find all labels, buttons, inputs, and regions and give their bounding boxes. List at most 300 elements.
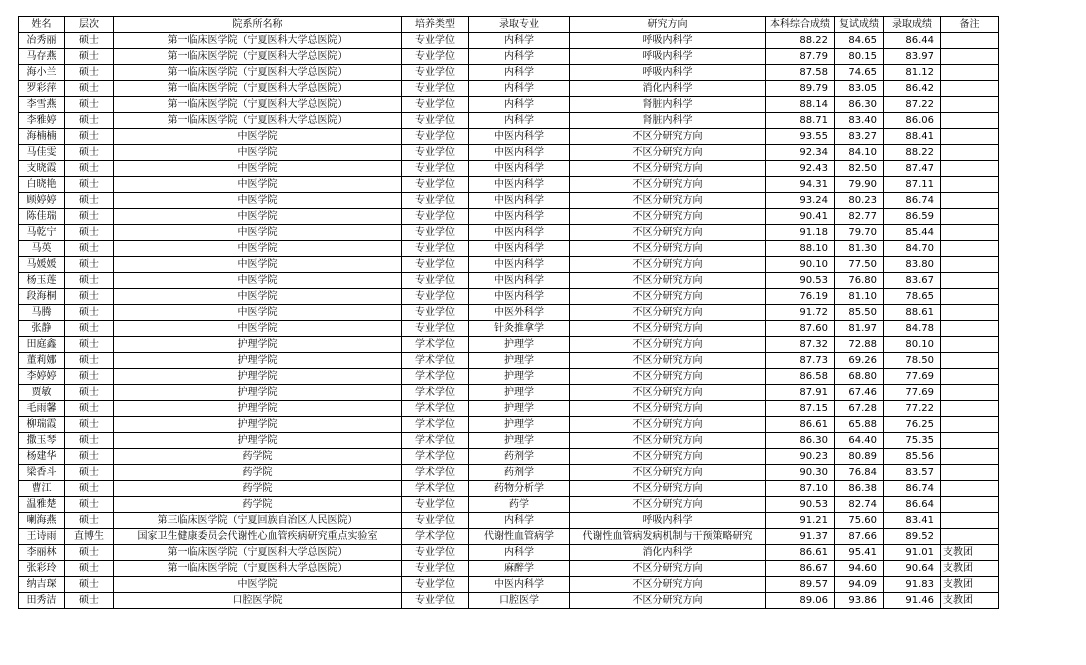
table-row	[19, 49, 999, 65]
cell-remarks	[941, 193, 999, 209]
cell-research-direction: 不区分研究方向	[570, 193, 766, 209]
cell-admission-score: 86.42	[884, 81, 941, 97]
column-header-research-direction: 研究方向	[570, 17, 766, 33]
cell-training-type: 学术学位	[402, 529, 469, 545]
cell-remarks	[941, 81, 999, 97]
cell-admission-score: 90.64	[884, 561, 941, 577]
cell-training-type: 专业学位	[402, 593, 469, 609]
cell-training-type: 学术学位	[402, 433, 469, 449]
cell-name: 毛雨馨	[19, 401, 65, 417]
cell-admission-score: 86.74	[884, 481, 941, 497]
cell-major: 护理学	[469, 433, 570, 449]
cell-name: 顾婷婷	[19, 193, 65, 209]
cell-research-direction: 不区分研究方向	[570, 577, 766, 593]
cell-retest-score: 67.46	[835, 385, 884, 401]
cell-research-direction: 不区分研究方向	[570, 337, 766, 353]
cell-department: 药学院	[114, 481, 402, 497]
cell-department: 中医学院	[114, 305, 402, 321]
cell-name: 董莉娜	[19, 353, 65, 369]
table-row	[19, 81, 999, 97]
cell-retest-score: 72.88	[835, 337, 884, 353]
cell-department: 中医学院	[114, 273, 402, 289]
cell-training-type: 专业学位	[402, 49, 469, 65]
cell-research-direction: 不区分研究方向	[570, 497, 766, 513]
cell-level: 硕士	[65, 49, 114, 65]
cell-training-type: 专业学位	[402, 321, 469, 337]
column-header-level: 层次	[65, 17, 114, 33]
table-row	[19, 545, 999, 561]
cell-training-type: 学术学位	[402, 417, 469, 433]
cell-remarks	[941, 145, 999, 161]
cell-undergrad-score: 87.10	[766, 481, 835, 497]
cell-department: 第一临床医学院（宁夏医科大学总医院）	[114, 81, 402, 97]
cell-remarks	[941, 497, 999, 513]
cell-training-type: 专业学位	[402, 161, 469, 177]
cell-retest-score: 75.60	[835, 513, 884, 529]
cell-research-direction: 不区分研究方向	[570, 305, 766, 321]
cell-admission-score: 86.64	[884, 497, 941, 513]
column-header-admission-score: 录取成绩	[884, 17, 941, 33]
cell-undergrad-score: 87.79	[766, 49, 835, 65]
cell-department: 药学院	[114, 497, 402, 513]
cell-major: 护理学	[469, 401, 570, 417]
column-header-remarks: 备注	[941, 17, 999, 33]
cell-research-direction: 不区分研究方向	[570, 465, 766, 481]
header-row	[19, 17, 999, 33]
cell-training-type: 专业学位	[402, 97, 469, 113]
cell-training-type: 专业学位	[402, 81, 469, 97]
cell-training-type: 专业学位	[402, 193, 469, 209]
cell-admission-score: 78.65	[884, 289, 941, 305]
cell-retest-score: 79.90	[835, 177, 884, 193]
table-row	[19, 401, 999, 417]
cell-training-type: 学术学位	[402, 353, 469, 369]
cell-name: 罗彩萍	[19, 81, 65, 97]
cell-remarks	[941, 481, 999, 497]
cell-retest-score: 87.66	[835, 529, 884, 545]
cell-department: 中医学院	[114, 321, 402, 337]
cell-remarks	[941, 225, 999, 241]
cell-department: 中医学院	[114, 129, 402, 145]
cell-undergrad-score: 76.19	[766, 289, 835, 305]
cell-department: 中医学院	[114, 257, 402, 273]
cell-name: 海小兰	[19, 65, 65, 81]
cell-major: 中医内科学	[469, 273, 570, 289]
cell-level: 硕士	[65, 81, 114, 97]
cell-remarks	[941, 49, 999, 65]
cell-training-type: 专业学位	[402, 225, 469, 241]
cell-retest-score: 80.23	[835, 193, 884, 209]
table-row	[19, 577, 999, 593]
cell-admission-score: 89.52	[884, 529, 941, 545]
cell-undergrad-score: 86.61	[766, 545, 835, 561]
table-row	[19, 465, 999, 481]
cell-level: 硕士	[65, 257, 114, 273]
cell-retest-score: 74.65	[835, 65, 884, 81]
cell-major: 护理学	[469, 385, 570, 401]
cell-name: 田庭鑫	[19, 337, 65, 353]
cell-retest-score: 81.97	[835, 321, 884, 337]
cell-major: 中医内科学	[469, 193, 570, 209]
table-row	[19, 145, 999, 161]
cell-department: 中医学院	[114, 145, 402, 161]
cell-undergrad-score: 94.31	[766, 177, 835, 193]
cell-training-type: 专业学位	[402, 305, 469, 321]
cell-research-direction: 不区分研究方向	[570, 129, 766, 145]
cell-name: 杨玉莲	[19, 273, 65, 289]
cell-remarks	[941, 369, 999, 385]
cell-level: 硕士	[65, 273, 114, 289]
cell-name: 马媛媛	[19, 257, 65, 273]
cell-training-type: 学术学位	[402, 337, 469, 353]
cell-training-type: 学术学位	[402, 385, 469, 401]
cell-research-direction: 消化内科学	[570, 545, 766, 561]
table-row	[19, 241, 999, 257]
cell-undergrad-score: 86.30	[766, 433, 835, 449]
cell-undergrad-score: 91.72	[766, 305, 835, 321]
cell-admission-score: 83.67	[884, 273, 941, 289]
cell-undergrad-score: 90.53	[766, 497, 835, 513]
cell-research-direction: 不区分研究方向	[570, 289, 766, 305]
cell-training-type: 学术学位	[402, 449, 469, 465]
cell-remarks: 支教团	[941, 593, 999, 609]
cell-level: 硕士	[65, 481, 114, 497]
cell-level: 硕士	[65, 289, 114, 305]
table-row	[19, 385, 999, 401]
cell-major: 中医内科学	[469, 177, 570, 193]
cell-name: 柳瑞霞	[19, 417, 65, 433]
cell-level: 硕士	[65, 321, 114, 337]
cell-major: 麻醉学	[469, 561, 570, 577]
cell-admission-score: 81.12	[884, 65, 941, 81]
cell-level: 硕士	[65, 161, 114, 177]
cell-research-direction: 不区分研究方向	[570, 353, 766, 369]
table-row	[19, 337, 999, 353]
cell-undergrad-score: 89.06	[766, 593, 835, 609]
cell-major: 药剂学	[469, 449, 570, 465]
cell-remarks	[941, 433, 999, 449]
table-row	[19, 273, 999, 289]
cell-undergrad-score: 87.15	[766, 401, 835, 417]
cell-remarks	[941, 97, 999, 113]
cell-research-direction: 不区分研究方向	[570, 593, 766, 609]
cell-training-type: 专业学位	[402, 33, 469, 49]
cell-level: 硕士	[65, 241, 114, 257]
cell-remarks	[941, 177, 999, 193]
cell-undergrad-score: 91.21	[766, 513, 835, 529]
cell-major: 中医外科学	[469, 305, 570, 321]
table-row	[19, 289, 999, 305]
cell-remarks	[941, 209, 999, 225]
cell-undergrad-score: 87.91	[766, 385, 835, 401]
cell-research-direction: 不区分研究方向	[570, 561, 766, 577]
cell-retest-score: 67.28	[835, 401, 884, 417]
table-row	[19, 481, 999, 497]
cell-admission-score: 87.47	[884, 161, 941, 177]
cell-remarks	[941, 465, 999, 481]
cell-level: 硕士	[65, 225, 114, 241]
cell-department: 第一临床医学院（宁夏医科大学总医院）	[114, 33, 402, 49]
cell-admission-score: 83.97	[884, 49, 941, 65]
cell-department: 口腔医学院	[114, 593, 402, 609]
cell-level: 硕士	[65, 385, 114, 401]
cell-remarks	[941, 417, 999, 433]
cell-remarks	[941, 385, 999, 401]
cell-level: 硕士	[65, 449, 114, 465]
column-header-undergrad-score: 本科综合成绩	[766, 17, 835, 33]
cell-level: 硕士	[65, 353, 114, 369]
cell-remarks	[941, 337, 999, 353]
cell-remarks	[941, 113, 999, 129]
cell-name: 曹江	[19, 481, 65, 497]
cell-retest-score: 83.27	[835, 129, 884, 145]
cell-remarks: 支教团	[941, 545, 999, 561]
cell-name: 马腾	[19, 305, 65, 321]
cell-research-direction: 不区分研究方向	[570, 401, 766, 417]
cell-name: 温雅楚	[19, 497, 65, 513]
cell-retest-score: 65.88	[835, 417, 884, 433]
table-row	[19, 129, 999, 145]
cell-undergrad-score: 88.22	[766, 33, 835, 49]
cell-admission-score: 77.69	[884, 369, 941, 385]
cell-major: 药物分析学	[469, 481, 570, 497]
cell-name: 喇海燕	[19, 513, 65, 529]
cell-admission-score: 77.22	[884, 401, 941, 417]
table-row	[19, 529, 999, 545]
cell-name: 李雪燕	[19, 97, 65, 113]
cell-retest-score: 95.41	[835, 545, 884, 561]
cell-undergrad-score: 91.37	[766, 529, 835, 545]
cell-major: 中医内科学	[469, 129, 570, 145]
cell-department: 中医学院	[114, 577, 402, 593]
cell-department: 护理学院	[114, 401, 402, 417]
cell-admission-score: 83.80	[884, 257, 941, 273]
cell-retest-score: 81.10	[835, 289, 884, 305]
cell-retest-score: 69.26	[835, 353, 884, 369]
cell-level: 硕士	[65, 305, 114, 321]
cell-name: 马佳雯	[19, 145, 65, 161]
cell-undergrad-score: 93.55	[766, 129, 835, 145]
cell-level: 硕士	[65, 65, 114, 81]
cell-research-direction: 肾脏内科学	[570, 113, 766, 129]
cell-name: 马乾宁	[19, 225, 65, 241]
cell-department: 第三临床医学院（宁夏回族自治区人民医院）	[114, 513, 402, 529]
cell-department: 药学院	[114, 449, 402, 465]
cell-level: 直博生	[65, 529, 114, 545]
cell-level: 硕士	[65, 209, 114, 225]
cell-admission-score: 80.10	[884, 337, 941, 353]
cell-major: 内科学	[469, 49, 570, 65]
cell-retest-score: 85.50	[835, 305, 884, 321]
cell-department: 中医学院	[114, 209, 402, 225]
cell-undergrad-score: 90.30	[766, 465, 835, 481]
cell-retest-score: 86.38	[835, 481, 884, 497]
cell-department: 中医学院	[114, 289, 402, 305]
cell-training-type: 专业学位	[402, 257, 469, 273]
cell-retest-score: 76.80	[835, 273, 884, 289]
cell-level: 硕士	[65, 417, 114, 433]
cell-department: 中医学院	[114, 193, 402, 209]
cell-level: 硕士	[65, 561, 114, 577]
cell-retest-score: 79.70	[835, 225, 884, 241]
cell-research-direction: 不区分研究方向	[570, 257, 766, 273]
cell-name: 王诗雨	[19, 529, 65, 545]
cell-level: 硕士	[65, 401, 114, 417]
cell-training-type: 专业学位	[402, 177, 469, 193]
cell-training-type: 学术学位	[402, 369, 469, 385]
cell-training-type: 学术学位	[402, 481, 469, 497]
cell-research-direction: 不区分研究方向	[570, 369, 766, 385]
table-row	[19, 369, 999, 385]
cell-retest-score: 76.84	[835, 465, 884, 481]
table-row	[19, 65, 999, 81]
cell-undergrad-score: 88.10	[766, 241, 835, 257]
cell-level: 硕士	[65, 193, 114, 209]
cell-major: 内科学	[469, 65, 570, 81]
cell-level: 硕士	[65, 545, 114, 561]
cell-admission-score: 78.50	[884, 353, 941, 369]
column-header-name: 姓名	[19, 17, 65, 33]
cell-admission-score: 86.06	[884, 113, 941, 129]
cell-department: 护理学院	[114, 433, 402, 449]
cell-research-direction: 代谢性血管病发病机制与干预策略研究	[570, 529, 766, 545]
cell-name: 梁香斗	[19, 465, 65, 481]
table-row	[19, 193, 999, 209]
cell-remarks	[941, 257, 999, 273]
cell-name: 杨建华	[19, 449, 65, 465]
cell-research-direction: 肾脏内科学	[570, 97, 766, 113]
cell-level: 硕士	[65, 497, 114, 513]
cell-major: 中医内科学	[469, 241, 570, 257]
cell-research-direction: 不区分研究方向	[570, 177, 766, 193]
cell-remarks	[941, 529, 999, 545]
cell-remarks: 支教团	[941, 561, 999, 577]
cell-major: 中医内科学	[469, 225, 570, 241]
cell-remarks	[941, 129, 999, 145]
cell-department: 中医学院	[114, 177, 402, 193]
cell-undergrad-score: 86.67	[766, 561, 835, 577]
cell-department: 第一临床医学院（宁夏医科大学总医院）	[114, 113, 402, 129]
cell-department: 药学院	[114, 465, 402, 481]
cell-admission-score: 87.22	[884, 97, 941, 113]
cell-name: 纳吉琛	[19, 577, 65, 593]
cell-training-type: 专业学位	[402, 497, 469, 513]
table-row	[19, 449, 999, 465]
cell-undergrad-score: 88.14	[766, 97, 835, 113]
table-row	[19, 593, 999, 609]
cell-department: 第一临床医学院（宁夏医科大学总医院）	[114, 97, 402, 113]
cell-level: 硕士	[65, 337, 114, 353]
cell-undergrad-score: 90.53	[766, 273, 835, 289]
cell-name: 张静	[19, 321, 65, 337]
cell-research-direction: 不区分研究方向	[570, 449, 766, 465]
cell-name: 贾敏	[19, 385, 65, 401]
cell-remarks	[941, 241, 999, 257]
cell-training-type: 专业学位	[402, 545, 469, 561]
cell-admission-score: 86.74	[884, 193, 941, 209]
table-row	[19, 561, 999, 577]
cell-department: 护理学院	[114, 369, 402, 385]
cell-department: 护理学院	[114, 385, 402, 401]
cell-training-type: 专业学位	[402, 289, 469, 305]
cell-retest-score: 68.80	[835, 369, 884, 385]
cell-admission-score: 88.61	[884, 305, 941, 321]
table-row	[19, 433, 999, 449]
table-row	[19, 497, 999, 513]
cell-admission-score: 85.56	[884, 449, 941, 465]
cell-undergrad-score: 87.60	[766, 321, 835, 337]
cell-name: 陈佳瑞	[19, 209, 65, 225]
cell-major: 内科学	[469, 513, 570, 529]
cell-research-direction: 消化内科学	[570, 81, 766, 97]
cell-major: 药学	[469, 497, 570, 513]
cell-admission-score: 91.01	[884, 545, 941, 561]
cell-undergrad-score: 88.71	[766, 113, 835, 129]
cell-retest-score: 77.50	[835, 257, 884, 273]
cell-research-direction: 不区分研究方向	[570, 209, 766, 225]
cell-retest-score: 93.86	[835, 593, 884, 609]
cell-training-type: 学术学位	[402, 401, 469, 417]
cell-retest-score: 84.10	[835, 145, 884, 161]
cell-level: 硕士	[65, 33, 114, 49]
cell-research-direction: 不区分研究方向	[570, 385, 766, 401]
cell-department: 护理学院	[114, 353, 402, 369]
cell-major: 护理学	[469, 337, 570, 353]
cell-department: 中医学院	[114, 241, 402, 257]
cell-major: 药剂学	[469, 465, 570, 481]
cell-level: 硕士	[65, 129, 114, 145]
cell-retest-score: 94.60	[835, 561, 884, 577]
table-row	[19, 209, 999, 225]
cell-undergrad-score: 87.73	[766, 353, 835, 369]
cell-retest-score: 80.15	[835, 49, 884, 65]
cell-undergrad-score: 93.24	[766, 193, 835, 209]
cell-retest-score: 80.89	[835, 449, 884, 465]
cell-admission-score: 87.11	[884, 177, 941, 193]
column-header-training-type: 培养类型	[402, 17, 469, 33]
cell-training-type: 专业学位	[402, 577, 469, 593]
cell-name: 李丽林	[19, 545, 65, 561]
cell-retest-score: 94.09	[835, 577, 884, 593]
cell-level: 硕士	[65, 113, 114, 129]
cell-major: 代谢性血管病学	[469, 529, 570, 545]
cell-level: 硕士	[65, 97, 114, 113]
cell-major: 中医内科学	[469, 161, 570, 177]
cell-training-type: 专业学位	[402, 513, 469, 529]
cell-name: 冶秀丽	[19, 33, 65, 49]
table-row	[19, 257, 999, 273]
cell-department: 第一临床医学院（宁夏医科大学总医院）	[114, 561, 402, 577]
cell-undergrad-score: 90.10	[766, 257, 835, 273]
cell-training-type: 专业学位	[402, 209, 469, 225]
table-row	[19, 417, 999, 433]
table-row	[19, 305, 999, 321]
cell-remarks	[941, 273, 999, 289]
cell-admission-score: 83.57	[884, 465, 941, 481]
cell-name: 田秀洁	[19, 593, 65, 609]
cell-name: 支晓霞	[19, 161, 65, 177]
cell-remarks	[941, 289, 999, 305]
cell-training-type: 专业学位	[402, 561, 469, 577]
cell-undergrad-score: 89.57	[766, 577, 835, 593]
admissions-table	[18, 16, 999, 609]
cell-research-direction: 不区分研究方向	[570, 321, 766, 337]
cell-admission-score: 86.59	[884, 209, 941, 225]
cell-level: 硕士	[65, 369, 114, 385]
cell-remarks	[941, 353, 999, 369]
cell-major: 中医内科学	[469, 289, 570, 305]
cell-major: 护理学	[469, 417, 570, 433]
